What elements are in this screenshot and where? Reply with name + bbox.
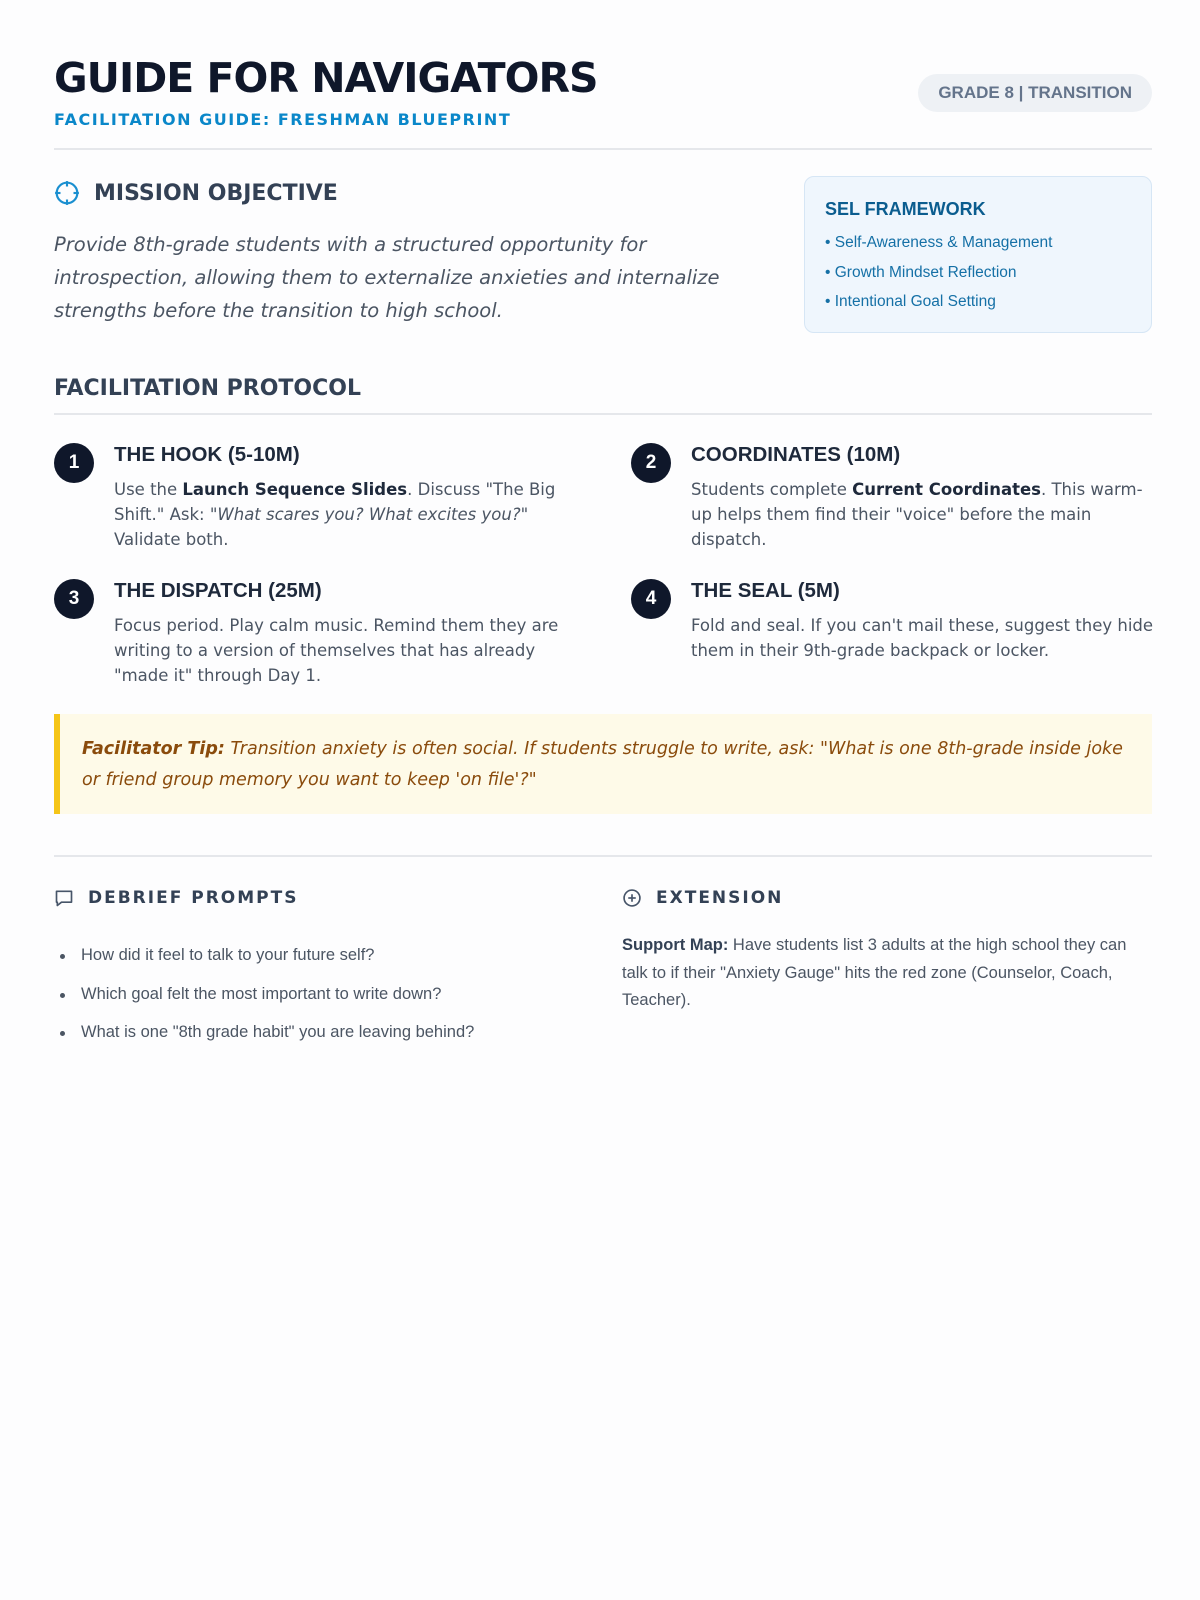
- guide-page: [54, 0, 1154, 1041]
- extension-header: [622, 884, 1152, 912]
- page-title: GUIDE FOR NAVIGATORS: [54, 54, 598, 102]
- chat-bubble-icon: [54, 888, 74, 908]
- step-title: THE DISPATCH (25M): [114, 579, 322, 602]
- sel-item: • Growth Mindset Reflection: [825, 263, 1017, 281]
- mission-header: [54, 176, 774, 210]
- mission-section: [54, 176, 774, 327]
- debrief-section: [54, 884, 594, 1052]
- debrief-prompt: What is one "8th grade habit" you are leaving behind?: [54, 1013, 594, 1052]
- step-description: Fold and seal. If you can't mail these, suggest they hide them in their 9th-grade backpack or locker.: [691, 616, 1154, 660]
- mission-text: Provide 8th-grade students with a structured opportunity for introspection, allowing them to externalize anxieties and internalize strengths before the transition to high school.: [54, 233, 720, 322]
- step-number-badge: 4: [631, 579, 671, 619]
- sel-item: • Intentional Goal Setting: [825, 293, 996, 310]
- extension-label: Support Map:: [622, 936, 729, 954]
- crosshair-icon: [54, 180, 80, 206]
- tip-label: Facilitator Tip:: [82, 739, 225, 759]
- extension-section: [622, 884, 1152, 1015]
- grade-badge: GRADE 8 | TRANSITION: [918, 74, 1152, 112]
- sel-item: • Self-Awareness & Management: [825, 234, 1053, 251]
- extension-text: Support Map: Have students list 3 adults at the high school they can talk to if their "Anxiety Gauge" hits the red zone (Counselor, Coach, Teacher).: [622, 936, 1127, 1009]
- debrief-prompt: How did it feel to talk to your future self?: [54, 936, 594, 975]
- step-title: THE SEAL (5M): [691, 579, 840, 602]
- section-divider: [54, 855, 1152, 857]
- step-number-badge: 3: [54, 579, 94, 619]
- plus-circle-icon: [622, 888, 642, 908]
- step-title: THE HOOK (5-10M): [114, 443, 300, 466]
- sel-framework-box: [804, 176, 1152, 333]
- step-description: Focus period. Play calm music. Remind them they are writing to a version of themselves that has already "made it" through Day 1.: [114, 616, 559, 685]
- debrief-header: [54, 884, 594, 912]
- step-number-badge: 1: [54, 443, 94, 483]
- protocol-title: FACILITATION PROTOCOL: [54, 376, 1152, 415]
- step-description: Use the Launch Sequence Slides. Discuss "The Big Shift." Ask: "What scares you? What excites you?" Validate both.: [114, 480, 556, 549]
- debrief-list: [54, 936, 594, 1052]
- page-subtitle: FACILITATION GUIDE: FRESHMAN BLUEPRINT: [54, 110, 512, 129]
- extension-title: EXTENSION: [656, 888, 784, 908]
- tip-text: Transition anxiety is often social. If students struggle to write, ask: "What is one 8th-grade inside joke or friend group memory you want to keep 'on file'?": [82, 739, 1123, 790]
- debrief-title: DEBRIEF PROMPTS: [88, 888, 299, 908]
- mission-title: MISSION OBJECTIVE: [94, 180, 338, 206]
- step-title: COORDINATES (10M): [691, 443, 901, 466]
- header: [54, 0, 1152, 150]
- step-number-badge: 2: [631, 443, 671, 483]
- sel-title: SEL FRAMEWORK: [825, 199, 986, 219]
- debrief-prompt: Which goal felt the most important to write down?: [54, 975, 594, 1014]
- step-description: Students complete Current Coordinates. This warm-up helps them find their "voice" before the main dispatch.: [691, 480, 1143, 549]
- facilitator-tip: [54, 714, 1152, 814]
